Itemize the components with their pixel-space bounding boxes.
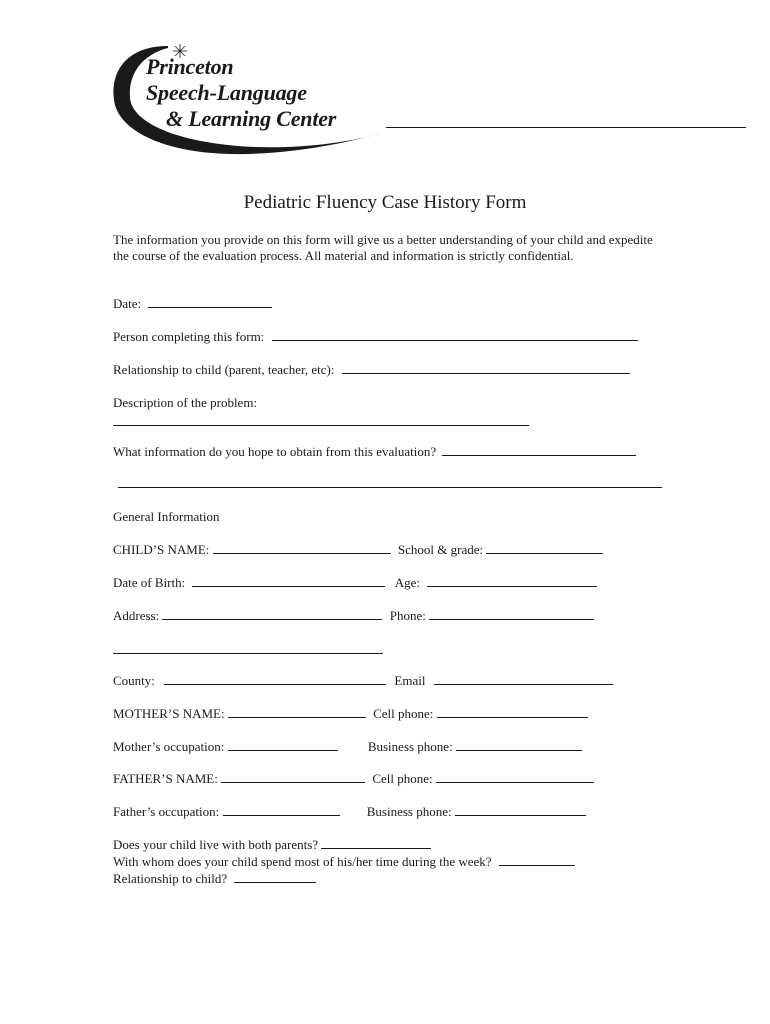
county-label: County: <box>113 673 155 688</box>
child-name-row <box>113 542 603 558</box>
form-title: Pediatric Fluency Case History Form <box>243 192 527 213</box>
relationship-child-label: Relationship to child? <box>113 871 228 886</box>
relationship-row <box>113 362 630 378</box>
spend-time-label: With whom does your child spend most of his/her time during the week? <box>113 854 492 869</box>
date-label: Date: <box>113 296 142 311</box>
father-name-label: FATHER’S NAME: <box>113 771 218 786</box>
phone-field[interactable] <box>429 608 594 620</box>
mother-cell-label: Cell phone: <box>373 706 434 721</box>
logo-line-3: & Learning Center <box>166 106 337 131</box>
both-parents-field[interactable] <box>321 837 431 849</box>
mother-occ-label: Mother’s occupation: <box>113 739 225 754</box>
father-business-field[interactable] <box>455 804 586 816</box>
problem-label: Description of the problem: <box>113 395 258 410</box>
email-label: Email <box>394 673 426 688</box>
person-field[interactable] <box>272 329 638 341</box>
center-logo <box>108 40 398 160</box>
father-name-row <box>113 771 594 787</box>
mother-cell-field[interactable] <box>437 706 588 718</box>
relationship-child-row <box>113 871 316 887</box>
person-row <box>113 329 638 345</box>
date-field[interactable] <box>148 296 272 308</box>
header-rule <box>386 127 746 128</box>
problem-field[interactable] <box>113 425 529 426</box>
dob-field[interactable] <box>192 575 385 587</box>
logo-line-1: Princeton <box>146 54 234 79</box>
relationship-child-field[interactable] <box>234 871 316 883</box>
hope-label: What information do you hope to obtain from this evaluation? <box>113 444 437 459</box>
mother-name-label: MOTHER’S NAME: <box>113 706 225 721</box>
father-name-field[interactable] <box>221 771 365 783</box>
spend-time-field[interactable] <box>499 854 575 866</box>
general-info-heading: General Information <box>113 509 220 524</box>
child-name-label: CHILD’S NAME: <box>113 542 210 557</box>
hope-row <box>113 444 636 460</box>
father-cell-label: Cell phone: <box>372 771 433 786</box>
relationship-field[interactable] <box>342 362 630 374</box>
mother-business-field[interactable] <box>456 739 582 751</box>
both-parents-label: Does your child live with both parents? <box>113 837 319 852</box>
address-row <box>113 608 594 624</box>
address-label: Address: <box>113 608 160 623</box>
mother-name-field[interactable] <box>228 706 366 718</box>
person-label: Person completing this form: <box>113 329 265 344</box>
father-occ-field[interactable] <box>223 804 340 816</box>
date-row <box>113 296 272 312</box>
father-occ-row <box>113 804 586 820</box>
hope-field-line-2[interactable] <box>118 487 662 488</box>
hope-field[interactable] <box>442 444 636 456</box>
school-grade-label: School & grade: <box>397 542 484 557</box>
mother-business-label: Business phone: <box>367 739 453 754</box>
both-parents-row <box>113 837 431 853</box>
father-cell-field[interactable] <box>436 771 594 783</box>
phone-label: Phone: <box>389 608 426 623</box>
child-name-field[interactable] <box>213 542 391 554</box>
dob-row <box>113 575 597 591</box>
problem-row <box>113 395 257 411</box>
dob-label: Date of Birth: <box>113 575 186 590</box>
county-field[interactable] <box>164 673 386 685</box>
age-label: Age: <box>394 575 420 590</box>
father-business-label: Business phone: <box>366 804 452 819</box>
mother-occ-row <box>113 739 582 755</box>
address-field[interactable] <box>162 608 382 620</box>
email-field[interactable] <box>434 673 613 685</box>
intro-paragraph: The information you provide on this form will give us a better understanding of your child and expedite the course of the evaluation process. All material and information is strictly confidential. <box>113 232 653 263</box>
age-field[interactable] <box>427 575 597 587</box>
mother-occ-field[interactable] <box>228 739 338 751</box>
logo-line-2: Speech-Language <box>146 80 307 105</box>
address-field-line-2[interactable] <box>113 653 383 654</box>
mother-name-row <box>113 706 588 722</box>
relationship-label: Relationship to child (parent, teacher, etc): <box>113 362 335 377</box>
father-occ-label: Father’s occupation: <box>113 804 220 819</box>
county-row <box>113 673 613 689</box>
spend-time-row <box>113 854 575 870</box>
school-grade-field[interactable] <box>486 542 603 554</box>
